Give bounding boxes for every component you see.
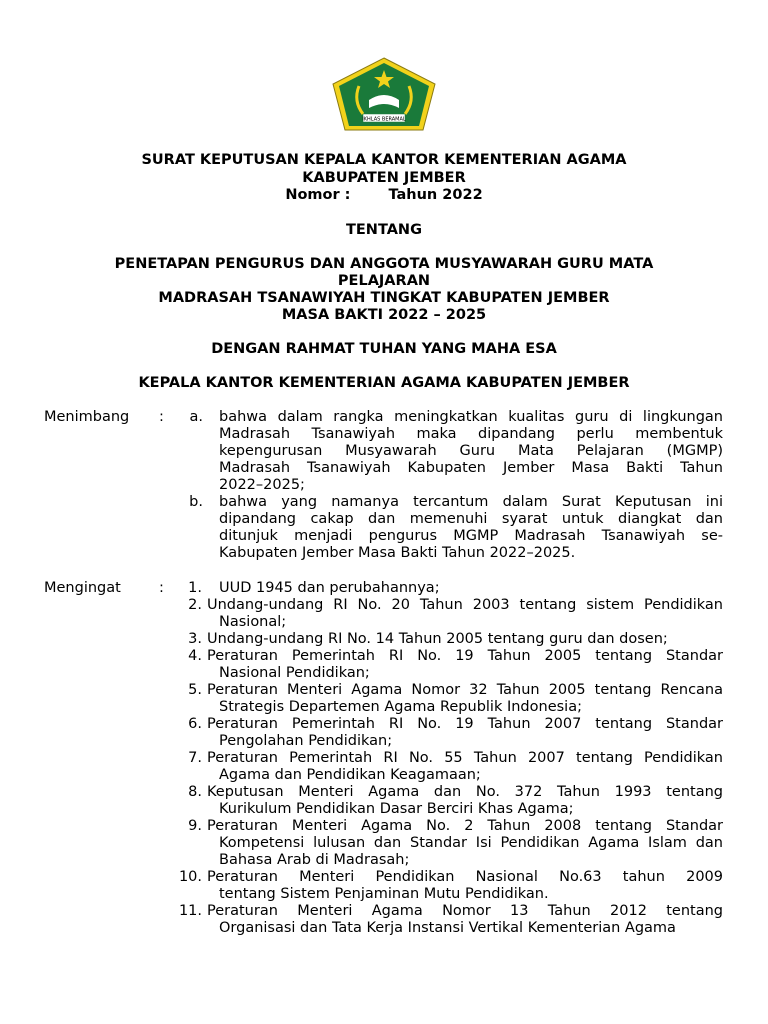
rahmat-heading: DENGAN RAHMAT TUHAN YANG MAHA ESA	[211, 341, 557, 357]
mengingat-item-line: tentang Sistem Penjaminan Mutu Pendidikan.	[219, 886, 549, 902]
mengingat-item-line: Kurikulum Pendidikan Dasar Berciri Khas Agama;	[219, 801, 574, 817]
mengingat-item-line: Peraturan Menteri Pendidikan Nasional No.63 tahun 2009	[207, 869, 723, 885]
menimbang-item-line: bahwa yang namanya tercantum dalam Surat Keputusan ini	[219, 494, 723, 510]
mengingat-item-marker: 2.	[188, 597, 202, 613]
menimbang-item-line: bahwa dalam rangka meningkatkan kualitas guru di lingkungan	[219, 409, 723, 425]
title-line-1: SURAT KEPUTUSAN KEPALA KANTOR KEMENTERIAN AGAMA	[141, 152, 627, 168]
mengingat-item-line: Peraturan Pemerintah RI No. 19 Tahun 2005 tentang Standar	[207, 648, 723, 664]
mengingat-item-marker: 6.	[188, 716, 202, 732]
mengingat-item-marker: 1.	[188, 580, 202, 596]
title-line-2: KABUPATEN JEMBER	[302, 170, 466, 186]
tentang-heading: TENTANG	[346, 222, 422, 238]
menimbang-item-line: 2022–2025;	[219, 477, 305, 493]
mengingat-item-marker: 4.	[188, 648, 202, 664]
mengingat-item-line: Pengolahan Pendidikan;	[219, 733, 393, 749]
mengingat-item-line: Peraturan Menteri Agama Nomor 32 Tahun 2005 tentang Rencana	[207, 682, 723, 698]
menimbang-item-line: ditunjuk menjadi pengurus MGMP Madrasah Tsanawiyah se-	[219, 528, 723, 544]
mengingat-item-marker: 7.	[188, 750, 202, 766]
menimbang-item-marker: a.	[189, 409, 203, 425]
mengingat-item-line: Kompetensi lulusan dan Standar Isi Pendidikan Agama Islam dan	[219, 835, 723, 851]
mengingat-item-line: Agama dan Pendidikan Keagamaan;	[219, 767, 481, 783]
mengingat-item-line: Peraturan Pemerintah RI No. 19 Tahun 2007 tentang Standar	[207, 716, 723, 732]
svg-text:IKHLAS BERAMAL: IKHLAS BERAMAL	[362, 116, 406, 123]
mengingat-item-line: Strategis Departemen Agama Republik Indonesia;	[219, 699, 582, 715]
mengingat-item-line: UUD 1945 dan perubahannya;	[219, 580, 440, 596]
mengingat-item-marker: 3.	[188, 631, 202, 647]
mengingat-item-line: Peraturan Menteri Agama Nomor 13 Tahun 2012 tentang	[207, 903, 723, 919]
mengingat-item-marker: 10.	[178, 869, 202, 885]
mengingat-item-line: Bahasa Arab di Madrasah;	[219, 852, 410, 868]
mengingat-item-line: Peraturan Pemerintah RI No. 55 Tahun 2007 tentang Pendidikan	[207, 750, 723, 766]
tahun-label: Tahun 2022	[388, 187, 483, 203]
mengingat-item-line: Nasional;	[219, 614, 287, 630]
mengingat-item-line: Nasional Pendidikan;	[219, 665, 370, 681]
kepala-heading: KEPALA KANTOR KEMENTERIAN AGAMA KABUPATEN JEMBER	[138, 375, 630, 391]
mengingat-colon: :	[159, 580, 164, 596]
nomor-row	[0, 187, 768, 203]
mengingat-item-line: Undang-undang RI No. 14 Tahun 2005 tentang guru dan dosen;	[207, 631, 668, 647]
subject-line-4: MASA BAKTI 2022 – 2025	[281, 307, 487, 323]
menimbang-item-line: Kabupaten Jember Masa Bakti Tahun 2022–2025.	[219, 545, 576, 561]
menimbang-item-line: Madrasah Tsanawiyah maka dipandang perlu membentuk	[219, 426, 723, 442]
mengingat-label: Mengingat	[44, 580, 121, 596]
mengingat-item-line: Peraturan Menteri Agama No. 2 Tahun 2008 tentang Standar	[207, 818, 723, 834]
mengingat-item-marker: 5.	[188, 682, 202, 698]
mengingat-item-marker: 11.	[178, 903, 202, 919]
subject-line-3: MADRASAH TSANAWIYAH TINGKAT KABUPATEN JEMBER	[158, 290, 610, 306]
subject-line-1: PENETAPAN PENGURUS DAN ANGGOTA MUSYAWARAH GURU MATA	[114, 256, 654, 272]
menimbang-item-text	[219, 409, 723, 494]
mengingat-item-marker: 9.	[188, 818, 202, 834]
nomor-label: Nomor :	[285, 187, 351, 203]
mengingat-item-line: Keputusan Menteri Agama dan No. 372 Tahun 1993 tentang	[207, 784, 723, 800]
kemenag-logo	[329, 56, 439, 132]
menimbang-label: Menimbang	[44, 409, 130, 425]
menimbang-item-line: kepengurusan Musyawarah Guru Mata Pelajaran (MGMP)	[219, 443, 723, 459]
mengingat-item-line: Organisasi dan Tata Kerja Instansi Vertikal Kementerian Agama	[219, 920, 676, 936]
menimbang-item-marker: b.	[189, 494, 203, 510]
mengingat-item-line: Undang-undang RI No. 20 Tahun 2003 tentang sistem Pendidikan	[207, 597, 723, 613]
menimbang-item-text	[219, 494, 723, 562]
subject-line-2: PELAJARAN	[337, 273, 431, 289]
menimbang-item-line: Madrasah Tsanawiyah Kabupaten Jember Masa Bakti Tahun	[219, 460, 723, 476]
mengingat-item-marker: 8.	[188, 784, 202, 800]
menimbang-colon: :	[159, 409, 164, 425]
menimbang-item-line: dipandang cakap dan memenuhi syarat untuk diangkat dan	[219, 511, 723, 527]
